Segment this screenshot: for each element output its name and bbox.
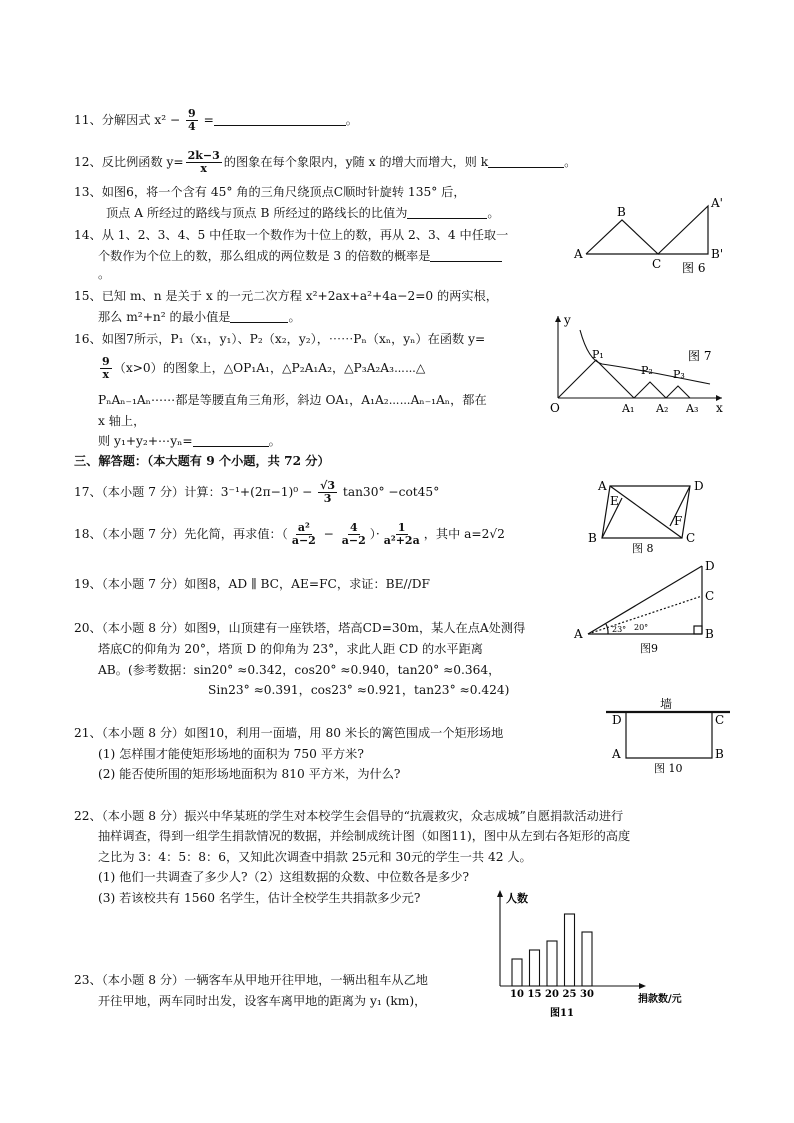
question-20-line1: 20、（本小题 8 分）如图9，山顶建有一座铁塔，塔高CD=30m，某人在点A处测得 <box>74 621 526 635</box>
label-c: C <box>686 531 696 545</box>
question-22-line5: (3) 若该校共有 1560 名学生，估计全校学生共捐款多少元? <box>98 891 421 905</box>
label-b: B <box>617 205 626 219</box>
label-d: D <box>612 713 622 727</box>
triangle-abc <box>586 220 658 254</box>
figure-caption: 图 10 <box>654 762 683 775</box>
bar-20 <box>547 941 557 986</box>
question-20-line3: AB。(参考数据：sin20° ≈0.342，cos20° ≈0.940，tan20° ≈0.364， <box>98 663 501 677</box>
tick-label-20: 20 <box>545 989 559 1000</box>
triangle-2 <box>634 382 666 398</box>
label-c: C <box>715 713 725 727</box>
question-21-line2: (1) 怎样围才能使矩形场地的面积为 750 平方米? <box>98 747 364 761</box>
y-axis-arrow <box>497 890 503 897</box>
bar-30 <box>582 932 592 986</box>
tick-label-25: 25 <box>562 989 577 1000</box>
question-21-line3: (2) 能否使所围的矩形场地面积为 810 平方米，为什么? <box>98 767 401 781</box>
q17-fraction: $\frac{√3}{3}$ <box>320 479 336 505</box>
question-22-line1: 22、（本小题 8 分）振兴中华某班的学生对本校学生会倡导的“抗震救灾，众志成城”自愿捐款活动进行 <box>74 809 624 823</box>
label-a: A <box>574 247 583 261</box>
question-14-line3: 。 <box>98 267 111 281</box>
answer-blank[interactable] <box>430 249 502 262</box>
question-22-line3: 之比为 3：4：5：8：6，又知此次调查中捐款 25元和 30元的学生一共 42 人。 <box>98 850 532 864</box>
label-d: D <box>705 559 715 573</box>
chart-title: 图11 <box>550 1008 574 1019</box>
y-axis-label: 人数 <box>506 892 528 905</box>
label-o: O <box>550 401 560 415</box>
diagonal-ac <box>610 486 682 538</box>
triangle-3 <box>666 386 690 398</box>
triangle-1 <box>558 360 634 398</box>
label-c: C <box>652 257 662 271</box>
section-heading: 三、解答题：（本大题有 9 个小题，共 72 分） <box>74 454 330 468</box>
figure-8 <box>586 476 716 556</box>
q11-text: 11、分解因式 x² − <box>74 113 185 127</box>
figure-caption: 图 7 <box>688 349 712 363</box>
label-a: A <box>598 479 607 493</box>
q18-fraction-1: $\frac{\text{a²}}{a-2}$ <box>291 521 316 547</box>
right-angle-mark <box>694 626 702 634</box>
question-13-line2: 顶点 A 所经过的路线与顶点 B 所经过的路线长的比值为 。 <box>106 206 500 220</box>
question-16-line2: $\frac{9}{x}$ （x>0）的图象上，△OP₁A₁，△P₂A₁A₂，△P₃A₂A₃⋯⋯△ <box>102 355 426 381</box>
question-20-line4: Sin23° ≈0.391，cos23° ≈0.921，tan23° ≈0.424) <box>208 683 510 697</box>
triangle-a-prime-b-prime-c <box>658 206 708 254</box>
question-22-line4: (1) 他们一共调查了多少人?（2）这组数据的众数、中位数各是多少? <box>98 870 470 884</box>
bar-25 <box>565 914 575 986</box>
question-12: 12、反比例函数 y= $\frac{2k-3}{x}$ 的图象在每个象限内，y随 x 的增大而增大，则 k 。 <box>74 149 577 175</box>
figure-10 <box>604 696 734 776</box>
bar-10 <box>512 959 522 986</box>
label-b: B <box>715 747 724 761</box>
figure-caption: 图 6 <box>682 261 706 275</box>
answer-blank[interactable] <box>193 434 269 447</box>
question-23-line2: 开往甲地，两车同时出发，设客车离甲地的距离为 y₁ (km)， <box>98 994 427 1008</box>
question-16-line3: PₙAₙ₋₁Aₙ⋯⋯都是等腰直角三角形，斜边 OA₁，A₁A₂⋯⋯Aₙ₋₁Aₙ，都在 <box>98 393 487 407</box>
answer-blank[interactable] <box>230 310 288 323</box>
figure-11-bar-chart <box>492 888 692 1020</box>
label-p1: P₁ <box>592 348 604 361</box>
label-a: A <box>612 747 621 761</box>
answer-blank[interactable] <box>407 206 487 219</box>
question-15-line2: 那么 m²+n² 的最小值是 。 <box>98 310 301 324</box>
angle-23: 23° <box>612 625 627 634</box>
label-e: E <box>610 494 619 508</box>
q18-fraction-2: $\frac{4}{a-2}$ <box>341 521 366 547</box>
q16-fraction: $\frac{9}{x}$ <box>102 355 110 381</box>
figure-7 <box>550 312 730 417</box>
question-23-line1: 23、（本小题 8 分）一辆客车从甲地开往甲地，一辆出租车从乙地 <box>74 973 428 987</box>
angle-arc <box>606 624 608 634</box>
figure-caption: 图 8 <box>632 542 654 555</box>
q12-fraction: $\frac{2k-3}{x}$ <box>187 149 220 175</box>
question-22-line2: 抽样调查，得到一组学生捐款情况的数据，并绘制成统计图（如图11)，图中从左到右各矩形的高度 <box>98 829 631 843</box>
label-p2: P₂ <box>641 364 653 377</box>
figure-caption: 图9 <box>640 642 658 655</box>
question-18: 18、（本小题 7 分）先化简，再求值：（ $\frac{\text{a²}}{a-2}$ − $\frac{4}{a-2}$ ）· $\frac{1}{\text{a²+2a}}$ ，其中 a=2√2 <box>74 521 505 547</box>
label-b: B <box>705 627 714 641</box>
question-19: 19、（本小题 7 分）如图8，AD ∥ BC，AE=FC，求证：BE//DF <box>74 577 430 591</box>
label-a: A <box>574 627 583 641</box>
question-14-line1: 14、从 1、2、3、4、5 中任取一个数作为十位上的数，再从 2、3、4 中任取一 <box>74 228 509 242</box>
tick-label-10: 10 <box>510 989 524 1000</box>
answer-blank[interactable] <box>488 155 564 168</box>
bar-15 <box>530 950 540 986</box>
figure-9 <box>572 558 722 658</box>
label-a1: A₁ <box>622 402 635 415</box>
tick-label-30: 30 <box>580 989 594 1000</box>
question-11: 11、分解因式 x² − $\frac{9}{4}$ = 。 <box>74 107 358 133</box>
label-y: y <box>564 313 571 327</box>
tick-label-15: 15 <box>527 989 542 1000</box>
label-a2: A₂ <box>656 402 669 415</box>
x-axis-arrow <box>639 983 646 989</box>
question-13-line1: 13、如图6，将一个含有 45° 角的三角尺绕顶点C顺时针旋转 135° 后， <box>74 185 466 199</box>
question-21-line1: 21、（本小题 8 分）如图10，利用一面墙，用 80 米长的篱笆围成一个矩形场地 <box>74 726 504 740</box>
label-a-prime: A' <box>711 196 723 210</box>
question-14-line2: 个数作为个位上的数，那么组成的两位数是 3 的倍数的概率是 <box>98 248 502 264</box>
label-wall: 墙 <box>660 697 673 711</box>
figure-6 <box>572 196 732 276</box>
question-16-line5: 则 y₁+y₂+⋯yₙ= 。 <box>98 434 281 448</box>
label-a3: A₃ <box>686 402 699 415</box>
angle-20: 20° <box>634 623 649 632</box>
q18-fraction-3: $\frac{1}{\text{a²+2a}}$ <box>383 521 420 547</box>
label-c: C <box>705 589 715 603</box>
label-b-prime: B' <box>711 247 724 261</box>
answer-blank[interactable] <box>214 113 346 126</box>
question-15-line1: 15、已知 m、n 是关于 x 的一元二次方程 x²+2ax+a²+4a−2=0 的两实根， <box>74 289 498 303</box>
label-b: B <box>588 531 597 545</box>
y-axis-arrow <box>555 316 561 322</box>
question-20-line2: 塔底C的仰角为 20°，塔顶 D 的仰角为 23°，求此人距 CD 的水平距离 <box>98 642 483 656</box>
label-p3: P₃ <box>673 368 685 381</box>
x-axis-label: 捐款数/元 <box>638 994 682 1005</box>
question-16-line4: x 轴上， <box>98 414 146 428</box>
q11-fraction: $\frac{9}{4}$ <box>188 107 196 133</box>
label-d: D <box>694 479 704 493</box>
question-16-line1: 16、如图7所示，P₁（x₁，y₁）、P₂（x₂，y₂），⋯⋯Pₙ（xₙ，yₙ）在函数 y= <box>74 332 486 346</box>
fence <box>626 712 712 758</box>
question-17: 17、（本小题 7 分）计算：3⁻¹+(2π−1)⁰ − $\frac{√3}{3}$ tan30° −cot45° <box>74 479 440 505</box>
label-x: x <box>716 401 723 415</box>
label-f: F <box>674 514 683 528</box>
